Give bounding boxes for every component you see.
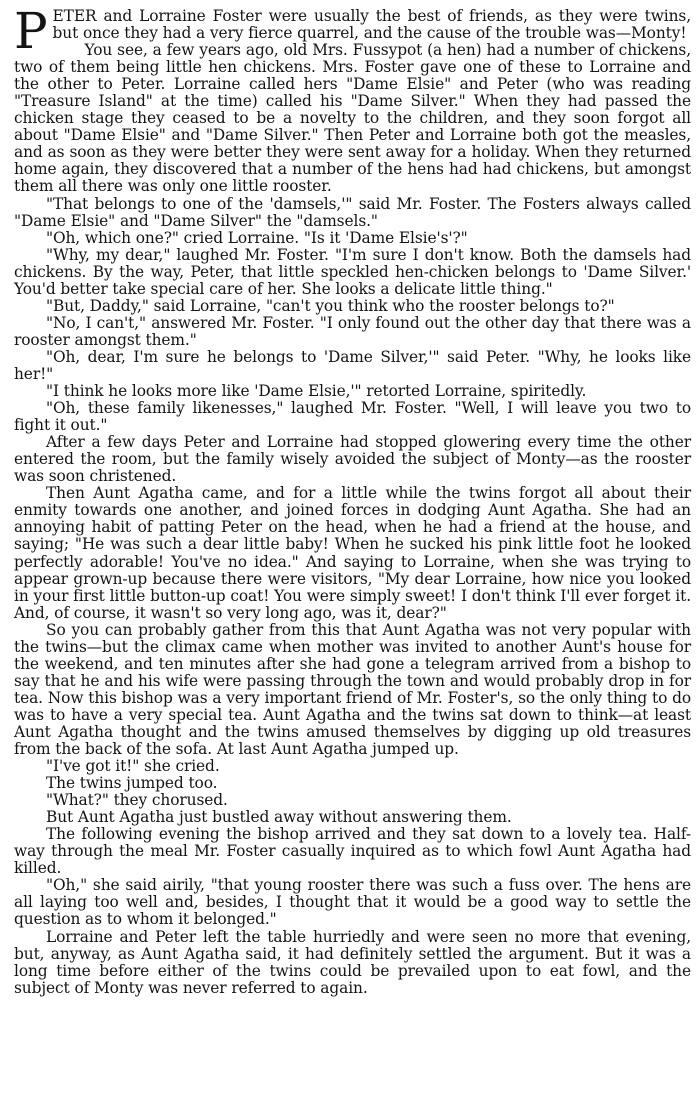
opening-word-rest: ETER — [52, 7, 97, 25]
story-text — [14, 2, 691, 997]
paragraph: "What?" they chorused. — [46, 791, 228, 810]
paragraph: "But, Daddy," said Lorraine, "can't you think who the rooster belongs to?" — [46, 296, 615, 315]
paragraph-text: and Lorraine Foster were usually the best of friends, as they were twins, but once they had a very fierce quarrel, and the cause of the trouble was—Monty! — [52, 7, 691, 43]
paragraph: "I think he looks more like 'Dame Elsie,'" retorted Lorraine, spiritedly. — [46, 382, 587, 401]
paragraph: The following evening the bishop arrived and they sat down to a lovely tea. Half-way through the meal Mr. Foster casually inquired as to which fowl Aunt Agatha had killed. — [14, 825, 691, 878]
paragraph: "Why, my dear," laughed Mr. Foster. "I'm sure I don't know. Both the damsels had chickens. By the way, Peter, that little speckled hen-chicken belongs to 'Dame Silver.' You'd better take special care of her. She looks a delicate little thing." — [14, 245, 691, 298]
paragraph: "Oh, these family likenesses," laughed Mr. Foster. "Well, I will leave you two to fight it out." — [14, 399, 691, 435]
paragraph: After a few days Peter and Lorraine had stopped glowering every time the other entered the room, but the family wisely avoided the subject of Monty—as the rooster was soon christened. — [14, 433, 691, 486]
drop-cap: P — [14, 2, 48, 60]
paragraph: "Oh, dear, I'm sure he belongs to 'Dame Silver,'" said Peter. "Why, he looks like her!" — [14, 347, 691, 383]
paragraph: Lorraine and Peter left the table hurriedly and were seen no more that evening, but, anyway, as Aunt Agatha said, it had definitely settled the argument. But it was a long time before either of the twins could be prevailed upon to eat fowl, and the subject of Monty was never referred to again. — [14, 927, 691, 997]
paragraph: So you can probably gather from this that Aunt Agatha was not very popular with the twins—but the climax came when mother was invited to another Aunt's house for the weekend, and ten minutes after she had gone a telegram arrived from a bishop to say that he and his wife were passing through the town and would probably drop in for tea. Now this bishop was a very important friend of Mr. Foster's, so the only thing to do was to have a very special tea. Aunt Agatha and the twins sat down to think—at least Aunt Agatha thought and the twins amused themselves by digging up old treasures from the back of the sofa. At last Aunt Agatha jumped up. — [14, 620, 691, 759]
paragraph: You see, a few years ago, old Mrs. Fussypot (a hen) had a number of chickens, two of them being little hen chickens. Mrs. Foster gave one of these to Lorraine and the other to Peter. Lorraine called hers "Dame Elsie" and Peter (who was reading "Treasure Island" at the time) called his "Dame Silver." When they had passed the chicken stage they ceased to be a novelty to the children, and they soon forgot all about "Dame Elsie" and "Dame Silver." Then Peter and Lorraine both got the measles, and as soon as they were better they were sent away for a holiday. When they returned home again, they discovered that a number of the hens had had chickens, but amongst them all there was only one little rooster. — [14, 41, 691, 196]
paragraph: "Oh," she said airily, "that young rooster there was such a fuss over. The hens are all laying too well and, besides, I thought that it would be a good way to settle the question as to whom it belonged." — [14, 876, 691, 929]
paragraph: The twins jumped too. — [46, 774, 218, 793]
paragraph: "No, I can't," answered Mr. Foster. "I only found out the other day that there was a rooster amongst them." — [14, 313, 691, 349]
paragraph: "I've got it!" she cried. — [46, 757, 220, 776]
paragraph: "That belongs to one of the 'damsels,'" said Mr. Foster. The Fosters always called "Dame Elsie" and "Dame Silver" the "damsels." — [14, 194, 691, 230]
opening-paragraph — [14, 2, 691, 60]
paragraph: "Oh, which one?" cried Lorraine. "Is it 'Dame Elsie's'?" — [46, 228, 468, 247]
paragraph: But Aunt Agatha just bustled away without answering them. — [46, 808, 512, 827]
paragraph: Then Aunt Agatha came, and for a little while the twins forgot all about their enmity towards one another, and joined forces in dodging Aunt Agatha. She had an annoying habit of patting Peter on the head, when he had a friend at the house, and saying; "He was such a dear little baby! When he sucked his pink little foot he looked perfectly adorable! You've no idea." And saying to Lorraine, when she was trying to appear grown-up because there were visitors, "My dear Lorraine, how nice you looked in your first little button-up coat! You were simply sweet! I don't think I'll ever forget it. And, of course, it wasn't so very long ago, was it, dear?" — [14, 484, 691, 622]
